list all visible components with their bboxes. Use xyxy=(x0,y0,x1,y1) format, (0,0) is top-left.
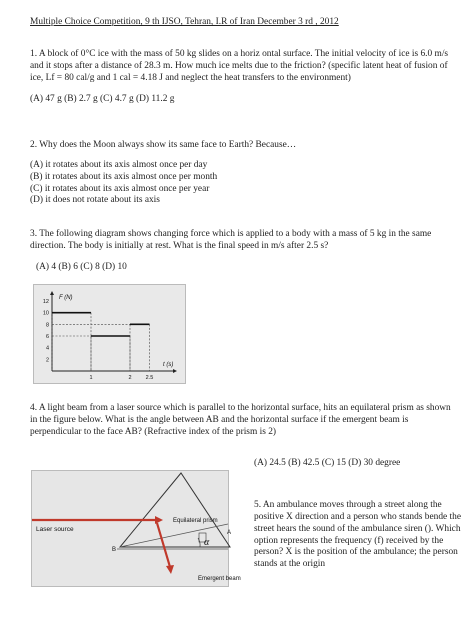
alpha-angle-label: α xyxy=(204,537,210,548)
y-tick-label: 2 xyxy=(45,357,49,364)
question-4-text: 4. A light beam from a laser source which is parallel to the horizontal surface, hits an equilateral prism as shown in the figure below. What is the angle between AB and the horizontal surface if the emergent beam is perpendicular to the face AB? (Refractive index of the prism is 2) xyxy=(30,403,451,437)
question-1-text: 1. A block of 0°C ice with the mass of 50 kg slides on a horiz ontal surface. The initial velocity of ice is 6.0 m/s and it stops after a distance of 28.3 m. How much ice melts due to the friction? (specific latent heat of fusion of ice, Lf = 80 cal/g and 1 cal = 4.18 J and neglect the heat transfers to the environment) xyxy=(30,49,449,83)
question-2-text: 2. Why does the Moon always show its same face to Earth? Because… xyxy=(30,140,297,150)
question-2-option-a: (A) it rotates about its axis almost once per day xyxy=(30,159,208,170)
y-tick-label: 4 xyxy=(45,345,49,352)
question-1 xyxy=(30,49,460,105)
y-tick-label: 12 xyxy=(42,299,49,305)
laser-beam-arrowhead xyxy=(155,516,163,524)
page-header: Multiple Choice Competition, 9 th IJSO, Tehran, I.R of Iran December 3 rd , 2012 xyxy=(30,17,339,27)
question-3 xyxy=(30,229,460,274)
x-tick-label: 2 xyxy=(128,375,132,381)
prism-figure-svg xyxy=(32,471,241,586)
y-axis-arrow xyxy=(50,291,54,295)
prism-figure xyxy=(31,470,241,587)
prism-triangle xyxy=(120,473,230,547)
x-tick-label: 2.5 xyxy=(145,375,154,381)
question-1-options: (A) 47 g (B) 2.7 g (C) 4.7 g (D) 11.2 g xyxy=(30,93,175,104)
x-axis-label: t (s) xyxy=(163,362,174,368)
x-tick-label: 1 xyxy=(89,375,93,381)
question-2-option-c: (C) it rotates about its axis almost once per year xyxy=(30,183,210,194)
force-time-chart-svg xyxy=(34,285,185,383)
question-5 xyxy=(254,500,466,571)
emergent-beam-arrowhead xyxy=(166,565,174,574)
emergent-beam-label: Emergent beam xyxy=(198,576,241,582)
question-2-option-d: (D) it does not rotate about its axis xyxy=(30,195,160,206)
question-3-options: (A) 4 (B) 6 (C) 8 (D) 10 xyxy=(36,261,127,272)
equilateral-prism-label: Equilateral prism xyxy=(173,518,218,524)
question-4-options: (A) 24.5 (B) 42.5 (C) 15 (D) 30 degree xyxy=(254,458,401,468)
question-3-text: 3. The following diagram shows changing force which is applied to a body with a mass of 5 kg in the same direction. The body is initially at rest. What is the final speed in m/s after 2.5 s? xyxy=(30,229,432,251)
question-4 xyxy=(30,403,460,439)
emergent-beam xyxy=(157,523,170,567)
question-2-options xyxy=(30,160,460,207)
y-tick-label: 10 xyxy=(42,310,49,317)
y-tick-label: 8 xyxy=(45,322,49,329)
y-tick-label: 6 xyxy=(45,334,49,340)
y-axis-label: F (N) xyxy=(59,295,73,301)
vertex-b-label: B xyxy=(112,547,117,553)
force-time-chart xyxy=(33,284,186,384)
question-2-option-b: (B) it rotates about its axis almost once per month xyxy=(30,171,218,182)
question-5-text: 5. An ambulance moves through a street along the positive X direction and a person who stands bende the street hears the sound of the ambulance siren (). Which option represents the frequency (f) received by the person? X is the position of the ambulance; the person stands at the origin xyxy=(254,500,461,570)
x-axis-arrow xyxy=(173,369,177,373)
vertex-a-label: A xyxy=(227,530,232,536)
question-2 xyxy=(30,140,460,207)
angle-arc xyxy=(198,538,200,547)
laser-source-label: Laser source xyxy=(36,526,74,533)
